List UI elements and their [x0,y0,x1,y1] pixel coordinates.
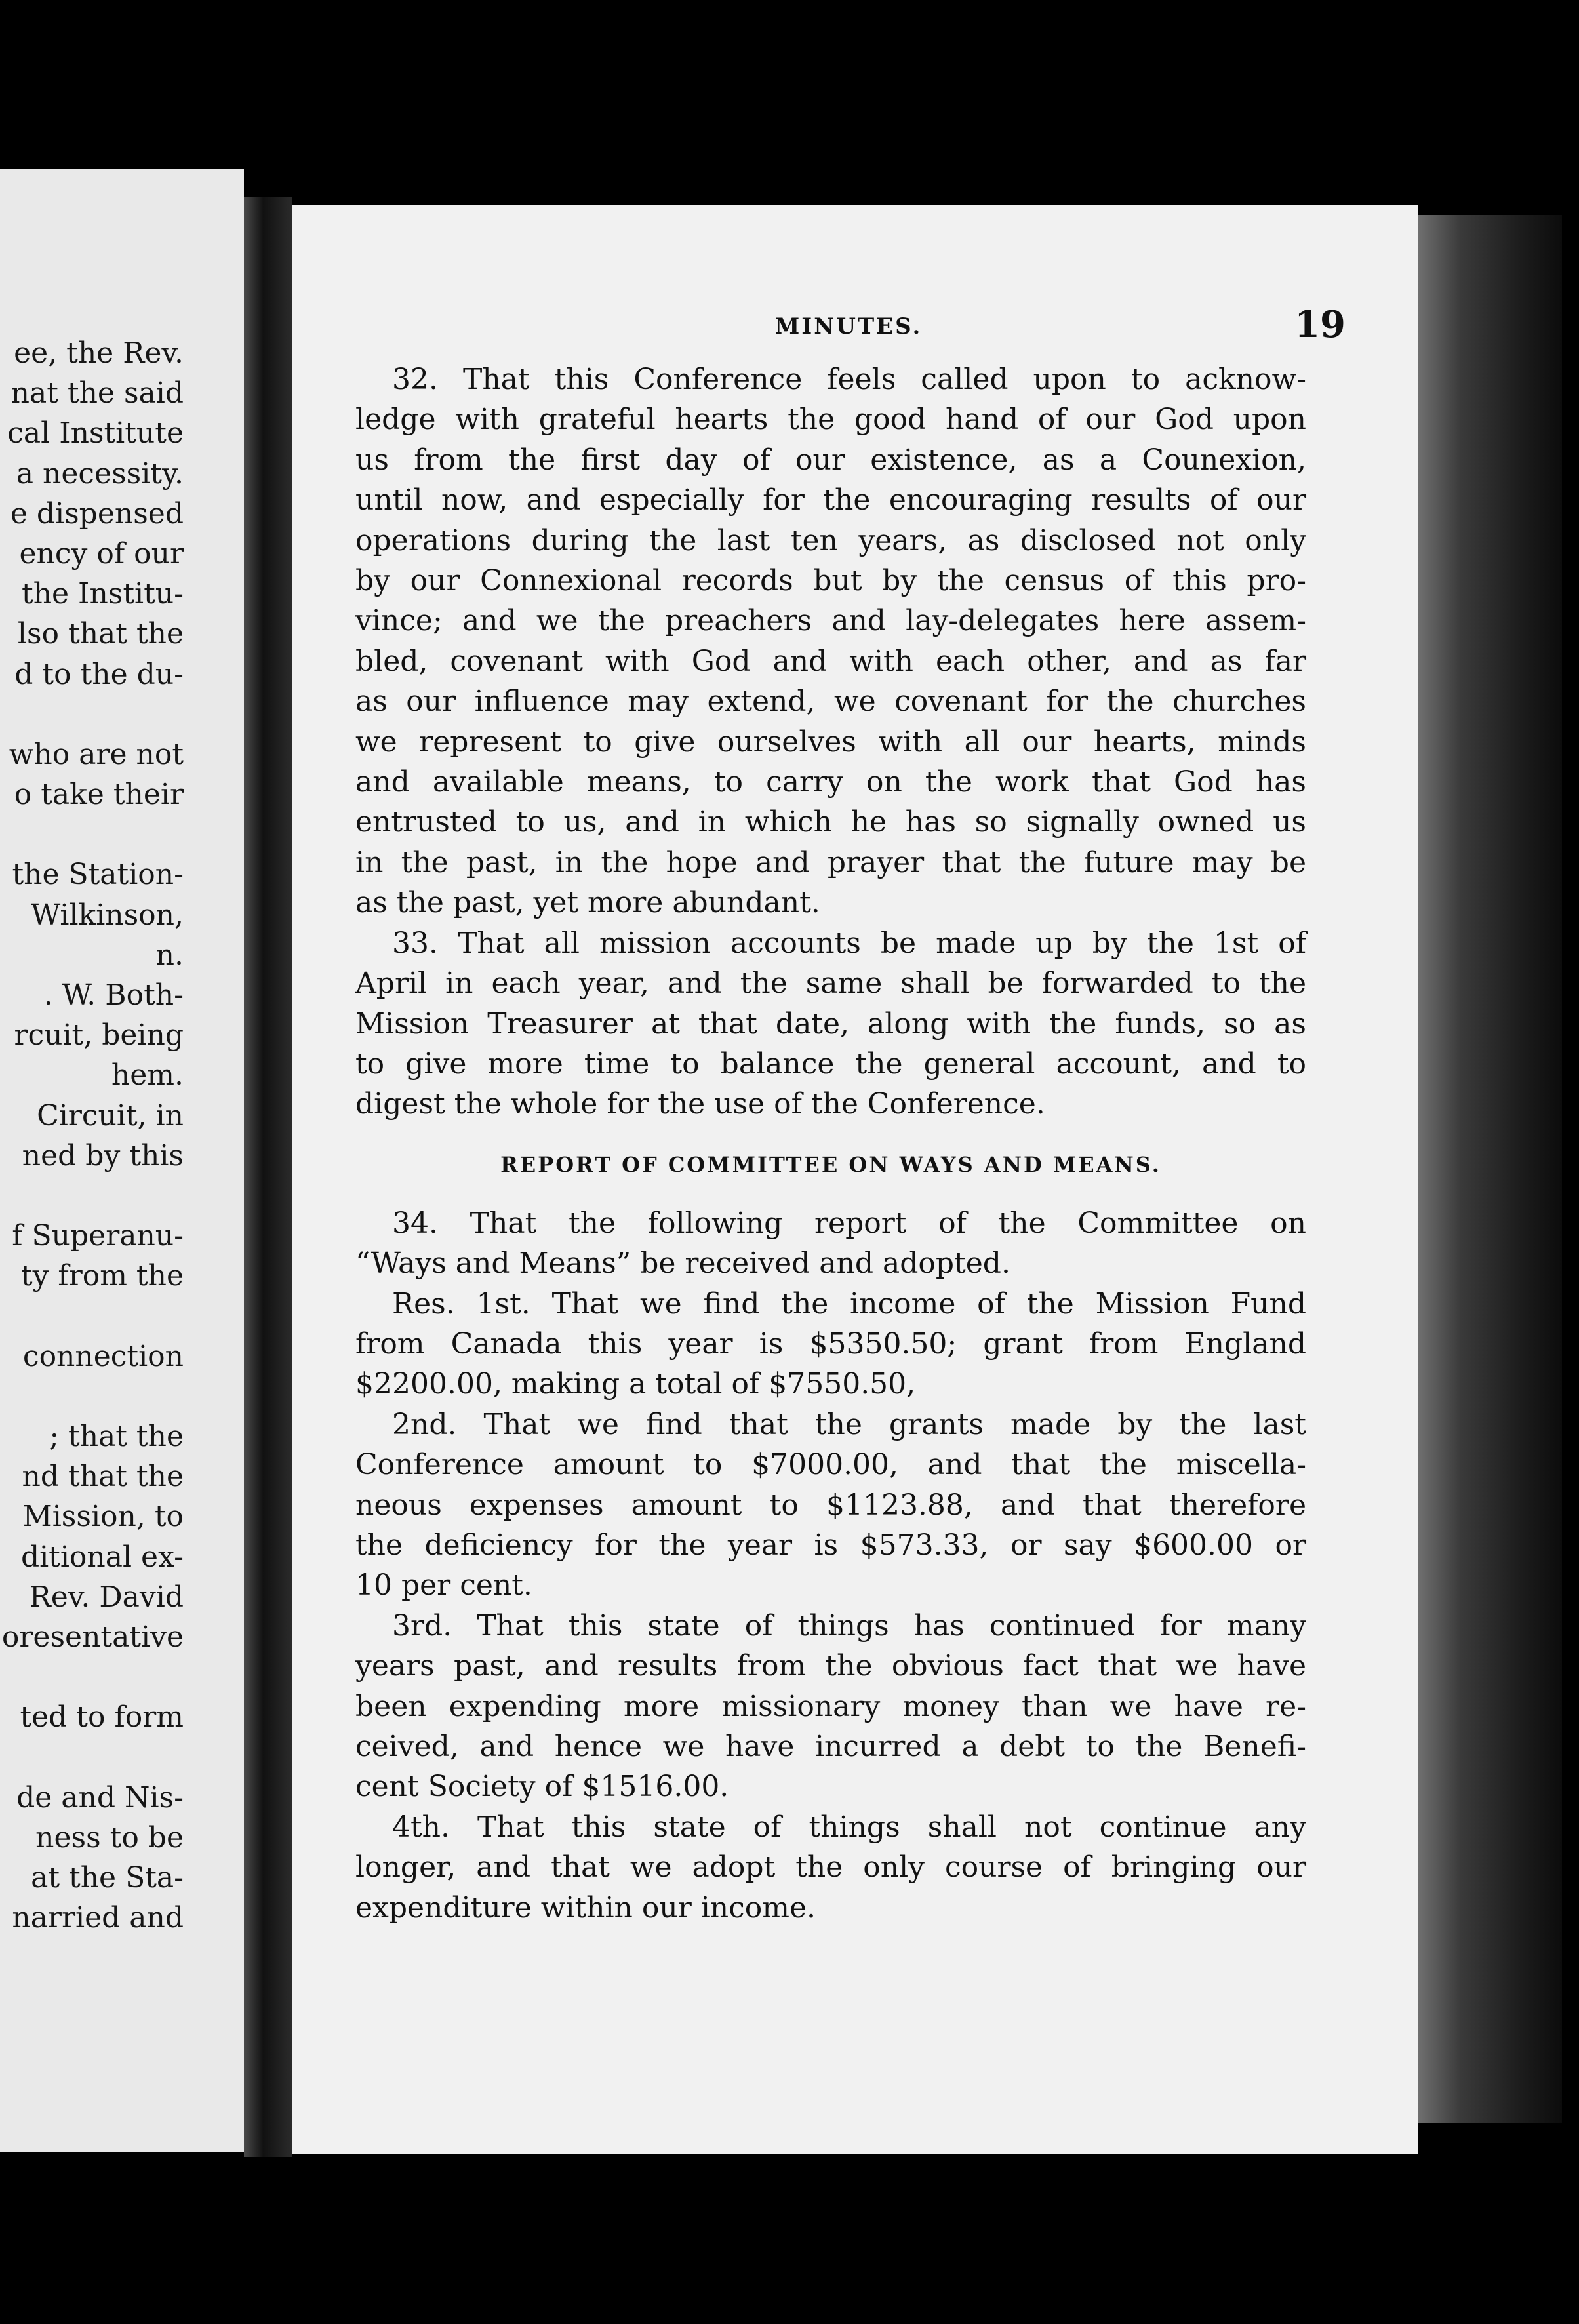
text-line: 34. That the following report of the Committee on [392,1206,1306,1240]
text-line: $2200.00, making a total of $7550.50, [355,1367,916,1401]
text-line: years past, and results from the obvious fact that we have [355,1649,1306,1683]
left-page-line [0,1738,184,1778]
text-line: in the past, in the hope and prayer that the future may be [355,845,1306,879]
left-page-line: the Station- [12,858,184,892]
left-page-line: . W. Both- [43,978,184,1012]
text-line: by our Connexional records but by the census of this pro- [355,564,1306,598]
left-page-line [0,1296,184,1336]
text-line: ledge with grateful hearts the good hand of our God upon [355,403,1306,437]
text-line: until now, and especially for the encouraging results of our [355,483,1306,517]
text-line: April in each year, and the same shall be forwarded to the [355,967,1306,1001]
left-page-line: ty from the [20,1259,184,1293]
left-page-line: at the Sta- [31,1861,184,1895]
text-line: 32. That this Conference feels called upon to acknow- [392,363,1306,396]
left-page-line: who are not [9,737,184,771]
text-block [355,359,1306,1928]
text-line: been expending more missionary money than we have re- [355,1689,1306,1723]
left-page-line: d to the du- [14,657,184,691]
text-line: as the past, yet more abundant. [355,886,820,920]
page-number: 19 [1294,303,1346,346]
text-line: 4th. That this state of things shall not continue any [392,1810,1306,1844]
left-page-line: Circuit, in [37,1098,184,1132]
text-line: neous expenses amount to $1123.88, and that therefore [355,1488,1306,1522]
left-page-line: ness to be [35,1820,184,1854]
text-line: bled, covenant with God and with each other, and as far [355,644,1306,678]
left-page-line: ned by this [22,1138,184,1172]
paragraph-34 [355,1203,1306,1284]
text-line: operations during the last ten years, as disclosed not only [355,523,1306,557]
left-page-line: oresentative [1,1620,184,1654]
left-page-line: Rev. David [29,1580,184,1614]
text-line: longer, and that we adopt the only course of bringing our [355,1851,1306,1885]
resolution-2 [355,1405,1306,1606]
left-page-line: n. [155,938,184,972]
left-page-line [0,1176,184,1216]
left-page-line [0,1376,184,1416]
left-page-line: de and Nis- [16,1780,184,1814]
left-page-line: nd that the [22,1460,184,1494]
book-page-edges [1418,215,1562,2123]
left-page-line: f Superanu- [12,1219,184,1253]
left-page-line [0,814,184,854]
text-line: to give more time to balance the general account, and to [355,1047,1306,1081]
left-page [0,169,244,2152]
left-page-line: ency of our [19,536,184,571]
left-page-line: lso that the [17,617,184,651]
left-page-line: narried and [12,1901,184,1935]
resolution-1 [355,1284,1306,1405]
resolution-4 [355,1807,1306,1928]
left-page-line: e dispensed [10,496,184,531]
text-line: Mission Treasurer at that date, along with the funds, so as [355,1007,1306,1041]
left-page-line: rcuit, being [14,1018,184,1052]
left-page-text [0,333,184,1938]
text-line: ceived, and hence we have incurred a debt to the Benefi- [355,1730,1306,1763]
left-page-line [0,694,184,734]
page-header [351,303,1346,349]
text-line: 2nd. That we find that the grants made by the last [392,1407,1306,1441]
left-page-line: ee, the Rev. [14,336,184,370]
left-page-line: connection [22,1339,184,1373]
text-line: from Canada this year is $5350.50; grant from England [355,1327,1306,1361]
left-page-line: ted to form [20,1700,184,1734]
text-line: 3rd. That this state of things has continued for many [392,1609,1306,1643]
text-line: “Ways and Means” be received and adopted. [355,1247,1010,1281]
left-page-line: Mission, to [22,1500,184,1534]
paragraph-33 [355,923,1306,1125]
left-page-line: Wilkinson, [30,898,184,932]
text-line: cent Society of $1516.00. [355,1770,729,1804]
left-page-line: a necessity. [16,456,184,491]
section-heading: REPORT OF COMMITTEE ON WAYS AND MEANS. [500,1152,1161,1177]
text-line: us from the first day of our existence, as a Counexion, [355,443,1306,477]
text-line: the deficiency for the year is $573.33, or say $600.00 or [355,1528,1306,1562]
text-line: entrusted to us, and in which he has so signally owned us [355,805,1306,839]
paragraph-32 [355,359,1306,923]
left-page-line: ditional ex- [20,1540,184,1574]
left-page-line: the Institu- [22,577,184,611]
text-line: digest the whole for the use of the Conference. [355,1087,1045,1121]
running-head: MINUTES. [774,313,923,340]
text-line: Conference amount to $7000.00, and that the miscella- [355,1448,1306,1482]
left-page-line: nat the said [10,376,184,411]
resolution-3 [355,1606,1306,1807]
text-line: we represent to give ourselves with all our hearts, minds [355,725,1306,759]
right-page [292,205,1418,2154]
left-page-line: hem. [111,1058,184,1092]
text-line: as our influence may extend, we covenant for the churches [355,685,1306,719]
text-line: expenditure within our income. [355,1891,816,1925]
text-line: and available means, to carry on the work that God has [355,765,1306,799]
text-line: Res. 1st. That we find the income of the Mission Fund [392,1287,1306,1321]
left-page-line: o take their [14,778,184,812]
left-page-line: ; that the [49,1420,184,1454]
text-line: 33. That all mission accounts be made up by the 1st of [392,926,1306,960]
left-page-line [0,1657,184,1697]
text-line: 10 per cent. [355,1569,532,1603]
book-gutter [244,197,292,2157]
left-page-line: cal Institute [7,416,184,451]
text-line: vince; and we the preachers and lay-delegates here assem- [355,604,1306,638]
